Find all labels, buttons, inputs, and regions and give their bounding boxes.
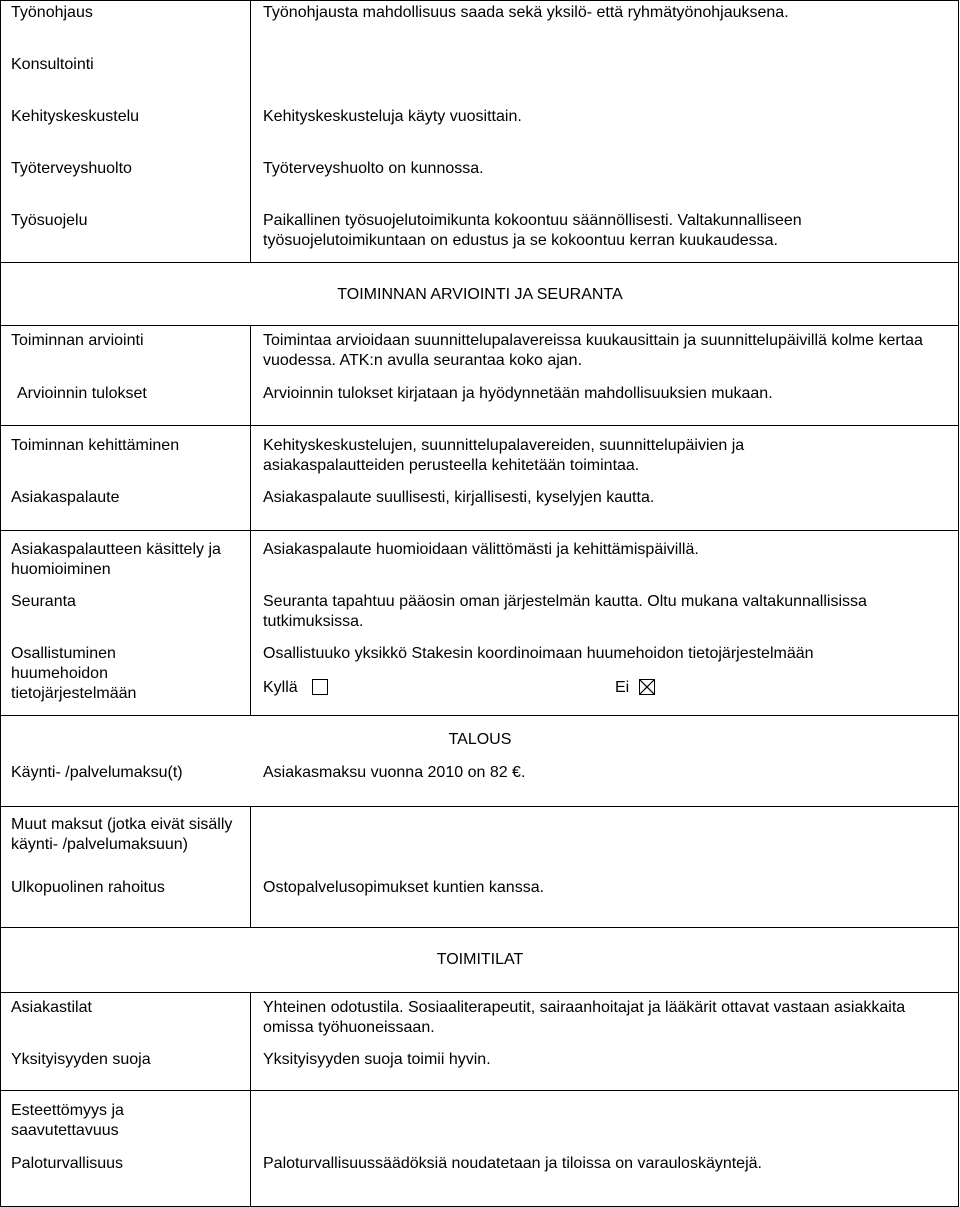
label-ulkopuolinen-rahoitus: Ulkopuolinen rahoitus — [11, 879, 165, 896]
label-seuranta: Seuranta — [11, 593, 76, 610]
row-label: Työsuojelu — [11, 212, 88, 229]
yes-checkbox[interactable] — [312, 679, 328, 695]
no-label: Ei — [615, 679, 630, 696]
value-arvioinnin-tulokset: Arvioinnin tulokset kirjataan ja hyödynnetään mahdollisuuksien mukaan. — [263, 385, 773, 402]
section-title-talous: TALOUS — [448, 731, 512, 748]
label-muut-maksut-rest: (jotka eivät sisälly käynti- /palvelumaksuun) — [11, 816, 233, 853]
value-toiminnan-kehittaminen: Kehityskeskustelujen, suunnittelupalavereiden, suunnittelupäivien ja asiakaspalautteiden perusteella kehitetään toimintaa. — [263, 437, 745, 474]
value-ulkopuolinen-rahoitus: Ostopalvelusopimukset kuntien kanssa. — [263, 879, 545, 896]
label-toiminnan-arviointi: Toiminnan arviointi — [11, 332, 144, 349]
no-checkbox[interactable] — [639, 679, 655, 695]
value-asiakastilat: Yhteinen odotustila. Sosiaaliterapeutit, sairaanhoitajat ja lääkärit ottavat vastaan asiakkaita omissa työhuoneissaan. — [263, 999, 906, 1036]
label-paloturvallisuus: Paloturvallisuus — [11, 1155, 124, 1172]
value-yksityisyyden-suoja: Yksityisyyden suoja toimii hyvin. — [263, 1051, 491, 1068]
label-asiakastilat: Asiakastilat — [11, 999, 92, 1016]
label-muut-maksut-bold: Muut maksut — [11, 816, 103, 833]
label-palvelumaksu: Käynti- /palvelumaksu(t) — [11, 764, 183, 781]
value-palvelumaksu: Asiakasmaksu vuonna 2010 on 82 €. — [263, 764, 526, 781]
label-yksityisyyden-suoja: Yksityisyyden suoja — [11, 1051, 151, 1068]
row-label: Konsultointi — [11, 56, 94, 73]
row-value: Paikallinen työsuojelutoimikunta kokoontuu säännöllisesti. Valtakunnalliseen työsuojelutoimikuntaan on edustus ja se kokoontuu kerran kuukaudessa. — [263, 212, 802, 249]
label-esteettomyys: Esteettömyys ja saavutettavuus — [11, 1102, 124, 1139]
row-label: Kehityskeskustelu — [11, 108, 140, 125]
label-palautteen-kasittely: Asiakaspalautteen käsittely ja huomioiminen — [11, 541, 221, 578]
row-label: Työterveyshuolto — [11, 160, 132, 177]
value-huumehoidon-tietojarjestelma: Osallistuuko yksikkö Stakesin koordinoimaan huumehoidon tietojärjestelmään — [263, 645, 814, 662]
row-label: Työnohjaus — [11, 4, 93, 21]
yes-label: Kyllä — [263, 679, 298, 696]
label-asiakaspalaute: Asiakaspalaute — [11, 489, 120, 506]
value-palautteen-kasittely: Asiakaspalaute huomioidaan välittömästi ja kehittämispäivillä. — [263, 541, 699, 558]
row-value: Työterveyshuolto on kunnossa. — [263, 160, 484, 177]
value-paloturvallisuus: Paloturvallisuussäädöksiä noudatetaan ja tiloissa on varauloskäyntejä. — [263, 1155, 762, 1172]
value-seuranta: Seuranta tapahtuu pääosin oman järjestelmän kautta. Oltu mukana valtakunnallisissa tutkimuksissa. — [263, 593, 867, 630]
label-toiminnan-kehittaminen: Toiminnan kehittäminen — [11, 437, 180, 454]
row-value: Työnohjausta mahdollisuus saada sekä yksilö- että ryhmätyönohjauksena. — [263, 4, 789, 21]
label-huumehoidon-tietojarjestelma: Osallistuminen huumehoidon tietojärjestelmään — [11, 645, 137, 702]
value-asiakaspalaute: Asiakaspalaute suullisesti, kirjallisesti, kyselyjen kautta. — [263, 489, 655, 506]
section-title-toimitilat: TOIMITILAT — [436, 951, 524, 968]
row-value: Kehityskeskusteluja käyty vuosittain. — [263, 108, 522, 125]
section-title-arviointi: TOIMINNAN ARVIOINTI JA SEURANTA — [337, 286, 623, 303]
label-arvioinnin-tulokset: Arvioinnin tulokset — [17, 385, 147, 402]
value-toiminnan-arviointi: Toimintaa arvioidaan suunnittelupalavereissa kuukausittain ja suunnittelupäivillä kolme kertaa vuodessa. ATK:n avulla seurantaa koko ajan. — [263, 332, 923, 369]
label-muut-maksut — [11, 815, 236, 855]
